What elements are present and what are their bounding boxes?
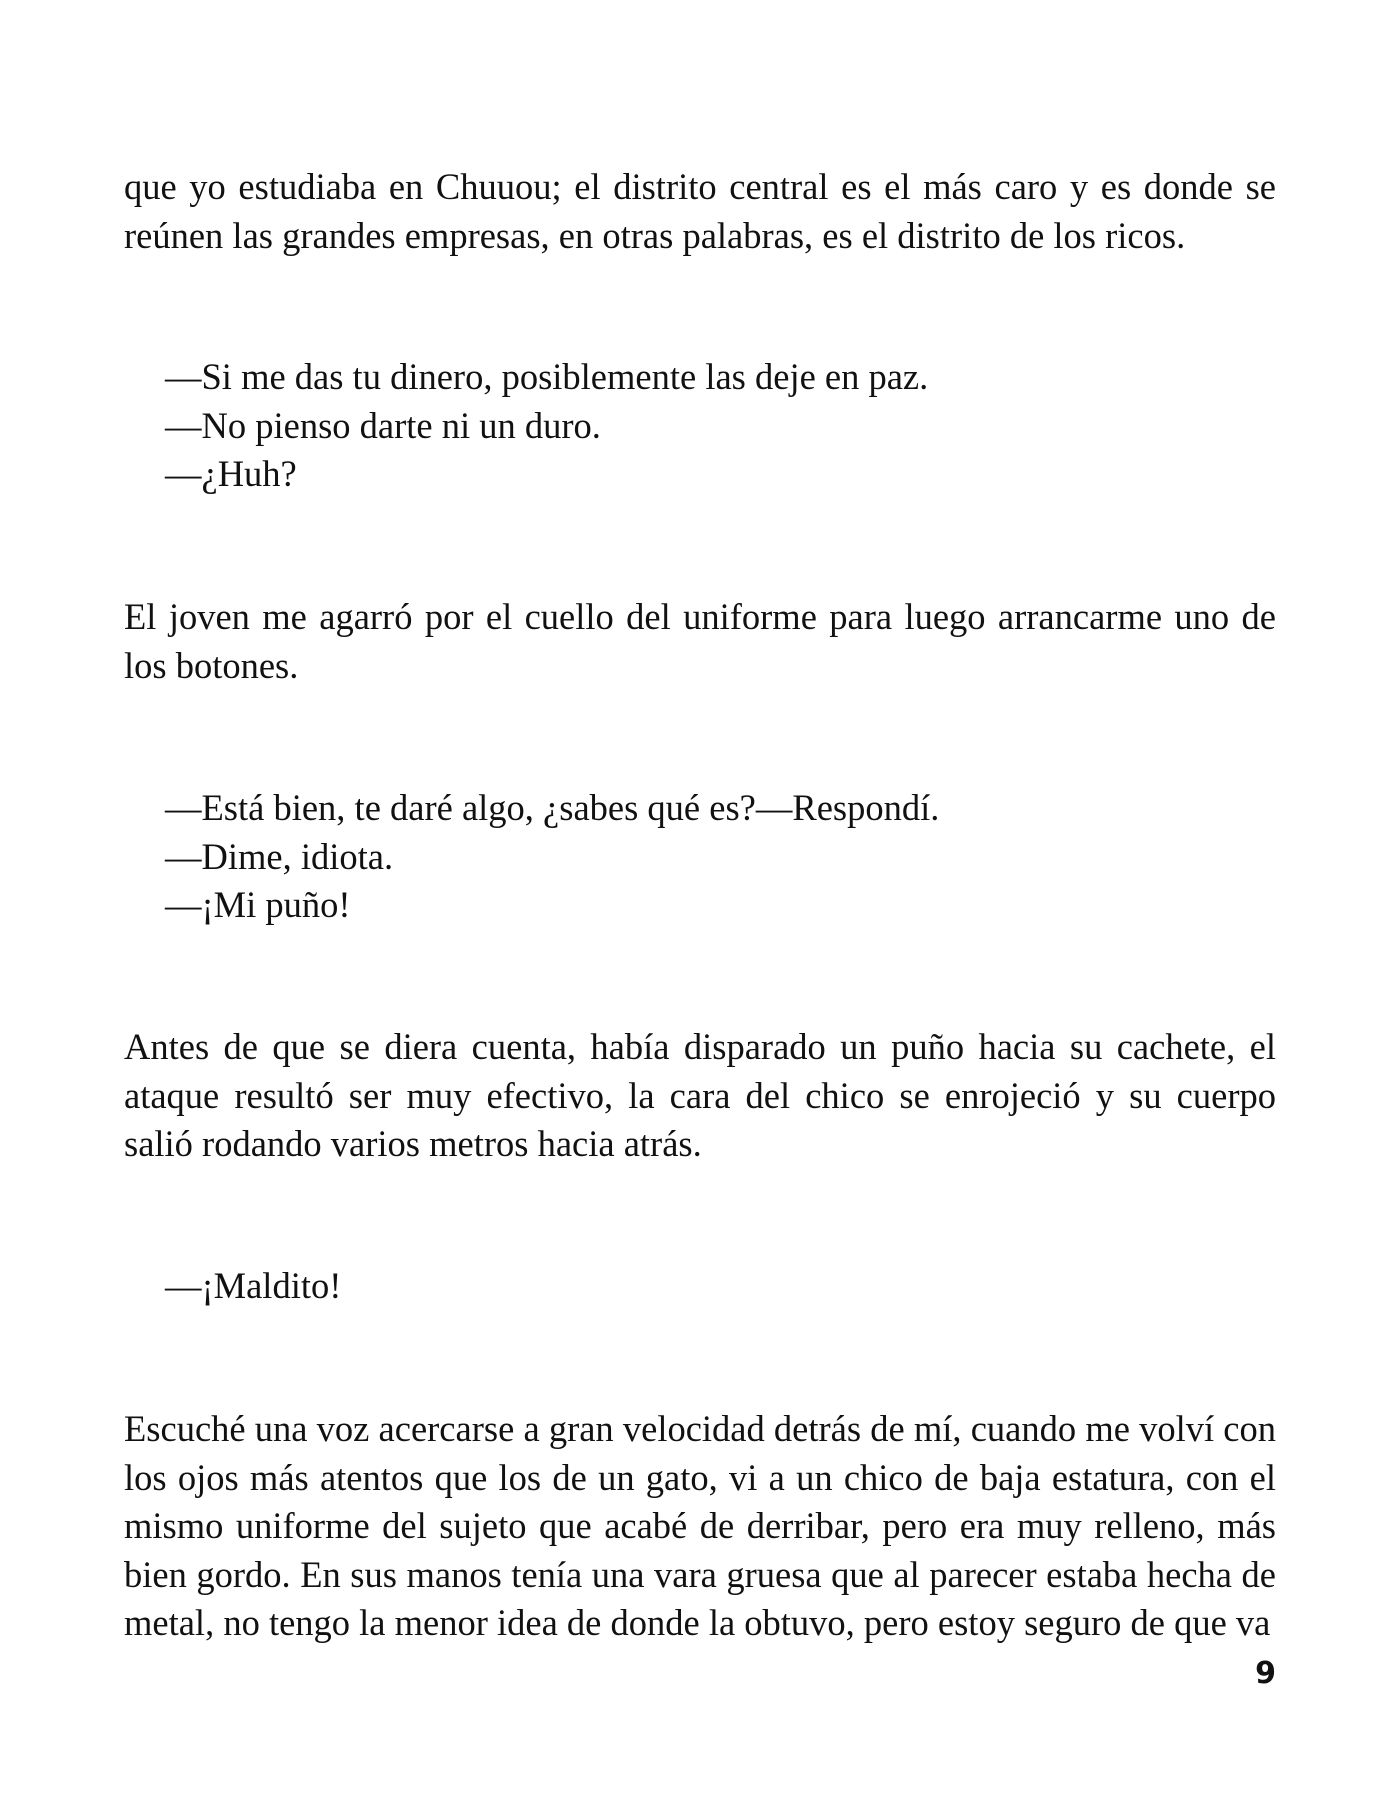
dialogue-block-2 <box>124 784 1276 930</box>
page-number: 9 <box>1255 1656 1276 1691</box>
narrative-paragraph-3 <box>124 1023 1276 1169</box>
dialogue-line: —¿Huh? <box>165 453 297 494</box>
dialogue-line: —¡Maldito! <box>165 1265 342 1306</box>
paragraph-text: El joven me agarró por el cuello del uniforme para luego arrancarme uno de los botones. <box>124 596 1276 686</box>
narrative-paragraph-2 <box>124 593 1276 690</box>
narrative-paragraph-4 <box>124 1405 1276 1648</box>
paragraph-text: Antes de que se diera cuenta, había disparado un puño hacia su cachete, el ataque resultó ser muy efectivo, la cara del chico se enrojeció y su cuerpo salió rodando varios metros hacia atrás. <box>124 1026 1276 1164</box>
dialogue-line: —Está bien, te daré algo, ¿sabes qué es?—Respondí. <box>165 787 940 828</box>
dialogue-line: —Dime, idiota. <box>165 835 394 877</box>
dialogue-line: —No pienso darte ni un duro. <box>165 404 601 446</box>
narrative-paragraph-1 <box>124 163 1276 260</box>
dialogue-block-1 <box>124 353 1276 499</box>
dialogue-block-3 <box>124 1262 1276 1311</box>
dialogue-line: —¡Mi puño! <box>165 884 351 925</box>
paragraph-text: que yo estudiaba en Chuuou; el distrito central es el más caro y es donde se reúnen las grandes empresas, en otras palabras, es el distrito de los ricos. <box>124 166 1276 256</box>
dialogue-line: —Si me das tu dinero, posiblemente las deje en paz. <box>165 356 929 397</box>
paragraph-text: Escuché una voz acercarse a gran velocidad detrás de mí, cuando me volví con los ojos más atentos que los de un gato, vi a un chico de baja estatura, con el mismo uniforme del sujeto que acabé de derribar, pero era muy relleno, más bien gordo. En sus manos tenía una vara gruesa que al parecer estaba hecha de metal, no tengo la menor idea de donde la obtuvo, pero estoy seguro de que va <box>124 1408 1276 1643</box>
